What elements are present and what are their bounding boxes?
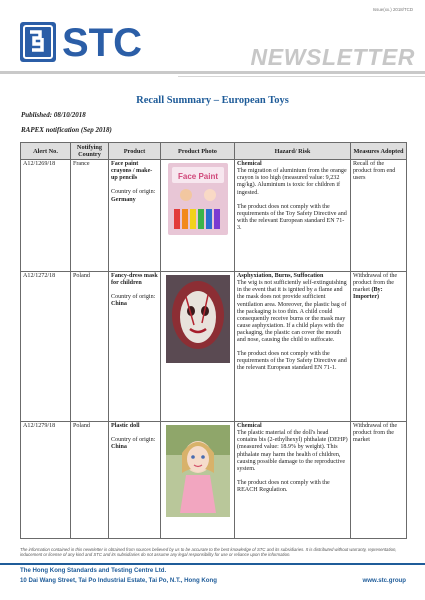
newsletter-label: NEWSLETTER <box>250 44 415 70</box>
header-hazard: Hazard/ Risk <box>235 143 351 160</box>
measures-cell <box>351 422 407 539</box>
disclaimer: The information contained in this newsletter is obtained from sources believed by us to be accurate to the best knowledge of STC and its subsidiaries. It is distributed without warranty, representation, inducement or license of any kind and STC and its subsidiaries do not assume any legal responsibility for use or reliance upon the information. <box>20 547 397 557</box>
measures-text: Withdrawal of the product from the market <box>353 423 398 444</box>
face-paint-crayons-image <box>164 161 232 237</box>
photo-cell <box>161 272 235 422</box>
hazard-type: Asphyxiation, Burns, Suffocation <box>237 273 324 280</box>
photo-cell <box>161 422 235 539</box>
product-name: Face paint crayons / make-up pencils <box>111 161 153 182</box>
origin-label: Country of origin: <box>111 294 156 301</box>
alert-number: A12/1279/18 <box>21 422 71 539</box>
origin-country: China <box>111 444 127 451</box>
origin-country: Germany <box>111 196 136 203</box>
header-measures: Measures Adopted <box>351 143 407 160</box>
header-country: Notifying Country <box>71 143 109 160</box>
origin-label: Country of origin: <box>111 189 156 196</box>
origin-country: China <box>111 301 127 308</box>
product-name: Fancy-dress mask for children <box>111 273 158 287</box>
package-label: Face Paint <box>177 172 218 182</box>
compliance-note: The product does not comply with the REACH Regulation. <box>237 479 330 493</box>
notifying-country: Poland <box>71 422 109 539</box>
notifying-country: Poland <box>71 272 109 422</box>
table-row <box>21 272 407 422</box>
header-rule-thin <box>178 76 425 77</box>
product-name: Plastic doll <box>111 423 140 430</box>
header-photo: Product Photo <box>161 143 235 160</box>
stc-logo <box>20 20 150 68</box>
company-address: 10 Dai Wang Street, Tai Po Industrial Estate, Tai Po, N.T., Hong Kong <box>20 577 217 584</box>
product-cell <box>109 422 161 539</box>
issue-number: Issue(xx.) 2018/TCD <box>372 7 413 12</box>
compliance-note: The product does not comply with the requirements of the Toy Safety Directive and with the relevant European standard EN 71-3. <box>237 203 347 231</box>
published-date: Published: 08/10/2018 <box>21 111 86 119</box>
hazard-description: The wig is not sufficiently self-extinguishing in the event that it is ignited by a flame and the mask does not provide sufficient ventilation area. Moreover, the plastic bag of the packaging is too thin. A child could consequently receive burns or the mask may cause asphyxiation. If a child plays with the packaging, the plastic can cover the mouth and nose, causing the child to suffocate. <box>237 280 347 344</box>
table-row <box>21 160 407 272</box>
notifying-country: France <box>71 160 109 272</box>
plastic-doll-photo <box>164 423 232 519</box>
hazard-description: The plastic material of the doll's head contains bis (2-ethylhexyl) phthalate (DEHP) (measured value: 18.9% by weight). This phthalate may harm the health of children, causing possible damage to the reproductive system. <box>237 430 348 472</box>
measures-text: Recall of the product from end users <box>353 161 396 182</box>
table-row <box>21 422 407 539</box>
page-header <box>0 0 425 86</box>
page-title: Recall Summary – European Toys <box>136 95 289 106</box>
stc-logo-icon <box>20 20 150 68</box>
header-product: Product <box>109 143 161 160</box>
product-cell <box>109 272 161 422</box>
fancy-dress-mask-photo <box>164 273 232 365</box>
compliance-note: The product does not comply with the requirements of the Toy Safety Directive and the relevant European standard EN 71-1. <box>237 351 347 372</box>
recall-table <box>20 142 407 539</box>
measures-by: (By: Importer) <box>353 287 383 301</box>
table-header-row <box>21 143 407 160</box>
logo-text: STC <box>62 21 142 65</box>
face-paint-crayons-photo <box>164 161 232 237</box>
header-alert-no: Alert No. <box>21 143 71 160</box>
measures-text: Withdrawal of the product from the market <box>353 273 398 294</box>
origin-label: Country of origin: <box>111 437 156 444</box>
hazard-cell <box>235 272 351 422</box>
alert-number: A12/1269/18 <box>21 160 71 272</box>
hazard-cell <box>235 422 351 539</box>
header-rule <box>0 71 425 74</box>
hazard-cell <box>235 160 351 272</box>
footer-rule <box>0 563 425 565</box>
measures-cell <box>351 272 407 422</box>
hazard-description: The migration of aluminium from the orange crayon is too high (measured value: 9,232 mg/kg). Aluminium is toxic for children if ingested. <box>237 168 347 196</box>
plastic-doll-image <box>164 423 232 519</box>
rapex-notification: RAPEX notification (Sep 2018) <box>21 126 112 134</box>
fancy-dress-mask-image <box>164 273 232 365</box>
hazard-type: Chemical <box>237 423 262 430</box>
photo-cell <box>161 160 235 272</box>
company-name: The Hong Kong Standards and Testing Centre Ltd. <box>20 567 167 574</box>
hazard-type: Chemical <box>237 161 262 168</box>
website-link[interactable]: www.stc.group <box>362 577 406 584</box>
measures-cell <box>351 160 407 272</box>
product-cell <box>109 160 161 272</box>
alert-number: A12/1272/18 <box>21 272 71 422</box>
